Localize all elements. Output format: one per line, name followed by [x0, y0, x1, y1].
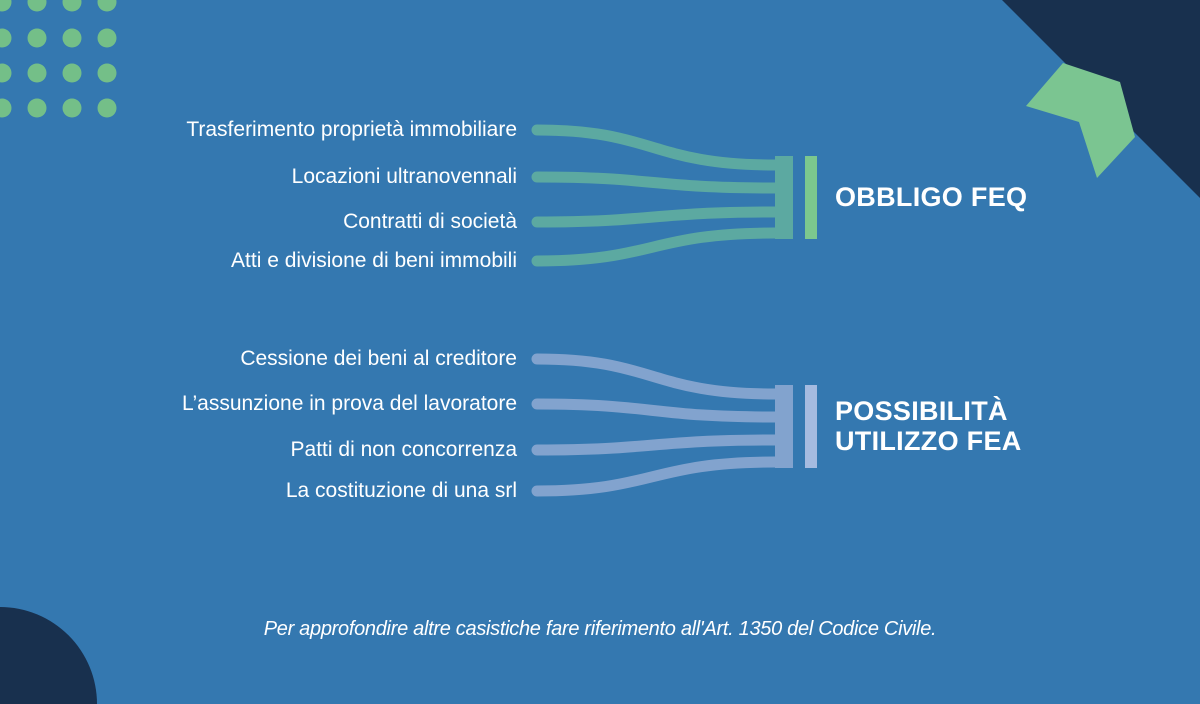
feq-accent-bar — [805, 156, 817, 239]
feq-item-label: Trasferimento proprietà immobiliare — [186, 118, 517, 141]
fea-item-label: La costituzione di una srl — [285, 479, 517, 502]
flow-line — [537, 440, 775, 450]
feq-connector-bar — [775, 156, 793, 239]
footer-note: Per approfondire altre casistiche fare riferimento all'Art. 1350 del Codice Civile. — [263, 618, 937, 640]
flow-line — [537, 130, 775, 165]
flow-line — [537, 359, 775, 394]
fea-item-label: Cessione dei beni al creditore — [240, 347, 517, 370]
fea-item-label: L’assunzione in prova del lavoratore — [181, 392, 517, 415]
fea-item-label: Patti di non concorrenza — [290, 438, 517, 461]
flow-line — [537, 404, 775, 417]
flow-line — [537, 462, 775, 491]
feq-item-label: Atti e divisione di beni immobili — [231, 249, 517, 272]
fea-heading — [835, 396, 1022, 456]
feq-item-label: Contratti di società — [343, 210, 517, 233]
flow-line — [537, 177, 775, 188]
fea-heading-line-2: UTILIZZO FEA — [835, 426, 1022, 456]
feq-item-label: Locazioni ultranovennali — [291, 165, 517, 188]
flow-group-feq — [537, 130, 775, 261]
flow-line — [537, 212, 775, 222]
flow-line — [537, 233, 775, 261]
fea-accent-bar — [805, 385, 817, 468]
feq-heading: OBBLIGO FEQ — [835, 182, 1028, 212]
fea-heading-line-1: POSSIBILITÀ — [835, 396, 1008, 426]
fea-connector-bar — [775, 385, 793, 468]
flow-group-fea — [537, 359, 775, 491]
